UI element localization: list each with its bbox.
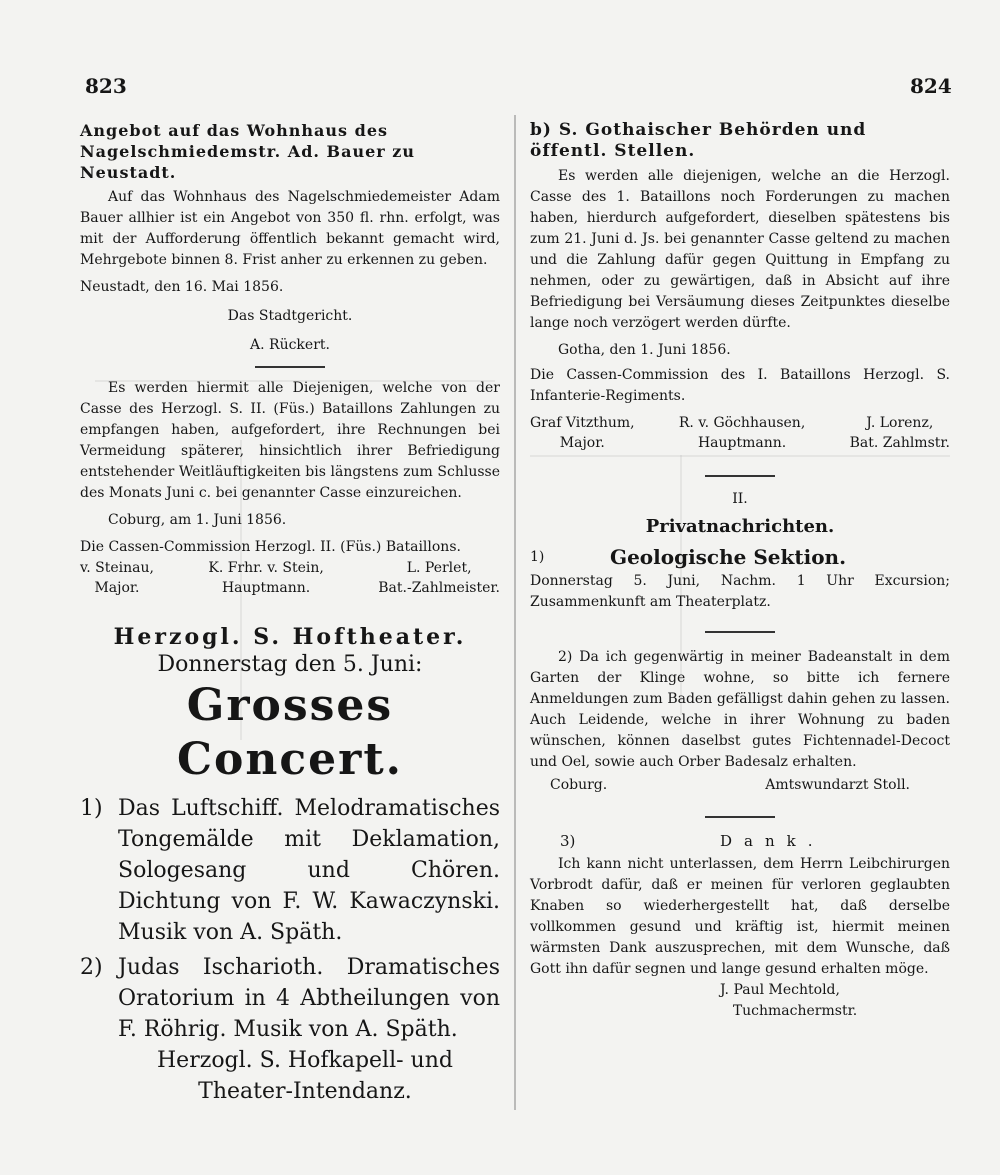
geology-heading: 1) Geologische Sektion. — [530, 545, 847, 569]
ad3-body: Es werden alle diejenigen, welche an die Herzogl. Casse des 1. Bataillons noch Forderungen zu machen haben, hierdurch aufgefordert, dieselben spätestens bis zum 21. Juni d. Js. bei genannter Casse geltend zu machen und die Zahlung dafür gegen Quittung in Empfang zu nehmen, oder zu gewärtigen, daß in Absicht auf ihre Befriedigung bei Versäumung dieses Zeitpunktes dieselbe lange noch verzögert werden dürfte. — [530, 168, 950, 331]
concert-headline: Grosses Concert. — [177, 680, 403, 785]
ad1-signer: A. Rückert. — [250, 337, 330, 353]
signer: Graf Vitzthum, Major. — [530, 415, 635, 451]
ad3-place-date: Gotha, den 1. Juni 1856. — [558, 342, 731, 358]
theatre-date: Donnerstag den 5. Juni: — [157, 652, 423, 677]
theatre-title: Herzogl. S. Hoftheater. — [113, 624, 467, 650]
program-item: 1) Das Luftschiff. Melodramatisches Tongemälde mit Deklamation, Sologesang und Chören. Dichtung von F. W. Kawaczynski. Musik von A. Späth. — [80, 796, 500, 945]
ad1-title: Angebot auf das Wohnhaus des Nagelschmiedemstr. Ad. Bauer zu Neustadt. — [80, 121, 415, 182]
thanks-signer: J. Paul Mechtold, — [720, 982, 840, 998]
geology-body: Donnerstag 5. Juni, Nachm. 1 Uhr Excursion; Zusammenkunft am Theaterplatz. — [530, 573, 950, 610]
right-column — [530, 120, 950, 1022]
ad2-signatures — [80, 558, 500, 598]
left-column — [80, 120, 500, 1107]
signer: R. v. Göchhausen, Hauptmann. — [678, 415, 806, 451]
signer: J. Lorenz, Bat. Zahlmstr. — [849, 415, 950, 451]
ad3-signatures — [530, 413, 950, 453]
roman-numeral: II. — [732, 491, 748, 507]
thanks-body: Ich kann nicht unterlassen, dem Herrn Leibchirurgen Vorbrodt dafür, daß er meinen für verloren geglaubten Knaben so wiederhergestellt hat, daß derselbe vollkommen gesund und kräftig ist, hiermit meinen wärmsten Dank auszusprechen, mit dem Wunsche, daß Gott ihn dafür segnen und lange gesund erhalten möge. — [530, 856, 950, 977]
thanks-signer-title: Tuchmachermstr. — [732, 1003, 858, 1019]
column-divider — [514, 115, 516, 1110]
page-number-left: 823 — [85, 74, 127, 98]
ad3-commission: Die Cassen-Commission des I. Bataillons Herzogl. S. Infanterie-Regiments. — [530, 367, 950, 404]
ad2-body: Es werden hiermit alle Diejenigen, welche von der Casse des Herzogl. S. II. (Füs.) Bataillons Zahlungen zu empfangen haben, aufgefordert, ihre Rechnungen bei Vermeidung späterer, hinsichtlich ihrer Befriedigung entstehender Weitläuftigkeiten bis längstens zum Schlusse des Monats Juni c. bei genannter Casse einzureichen. — [80, 380, 500, 501]
separator-rule — [705, 475, 775, 477]
ad2-place-date: Coburg, am 1. Juni 1856. — [108, 512, 287, 528]
ad1-court: Das Stadtgericht. — [227, 308, 353, 324]
thanks-heading: 3) Dank. — [560, 832, 825, 850]
signer: K. Frhr. v. Stein, Hauptmann. — [208, 560, 324, 596]
bath-body: 2) Da ich gegenwärtig in meiner Badeanstalt in dem Garten der Klinge wohne, so bitte ich fernere Anmeldungen zum Baden gefälligst dahin gehen zu lassen. Auch Leidende, welche in ihrer Wohnung zu baden wünschen, können daselbst gutes Fichtennadel-Decoct und Oel, sowie auch Orber Badesalz erhalten. — [530, 649, 950, 770]
theatre-footer: Herzogl. S. Hofkapell- und Theater-Intendanz. — [157, 1048, 453, 1104]
separator-rule — [255, 366, 325, 368]
ad1-place-date: Neustadt, den 16. Mai 1856. — [80, 279, 284, 295]
program-item: 2) Judas Ischarioth. Dramatisches Oratorium in 4 Abtheilungen von F. Röhrig. Musik von A. Späth. — [80, 955, 500, 1042]
ad1-body: Auf das Wohnhaus des Nagelschmiedemeister Adam Bauer allhier ist ein Angebot von 350 fl. rhn. erfolgt, was mit der Aufforderung öffentlich bekannt gemacht wird, Mehrgebote binnen 8. Frist anher zu erkennen zu geben. — [80, 189, 500, 268]
separator-rule — [705, 631, 775, 633]
section-b-title: b) S. Gothaischer Behörden und öffentl. Stellen. — [530, 120, 867, 161]
bath-signature: Coburg. Amtswundarzt Stoll. — [550, 777, 910, 793]
signer: v. Steinau, Major. — [80, 560, 154, 596]
ad2-commission: Die Cassen-Commission Herzogl. II. (Füs.) Bataillons. — [80, 539, 461, 555]
separator-rule — [705, 816, 775, 818]
private-news-title: Privatnachrichten. — [645, 516, 835, 537]
page-number-right: 824 — [910, 74, 952, 98]
signer: L. Perlet, Bat.-Zahlmeister. — [378, 560, 500, 596]
